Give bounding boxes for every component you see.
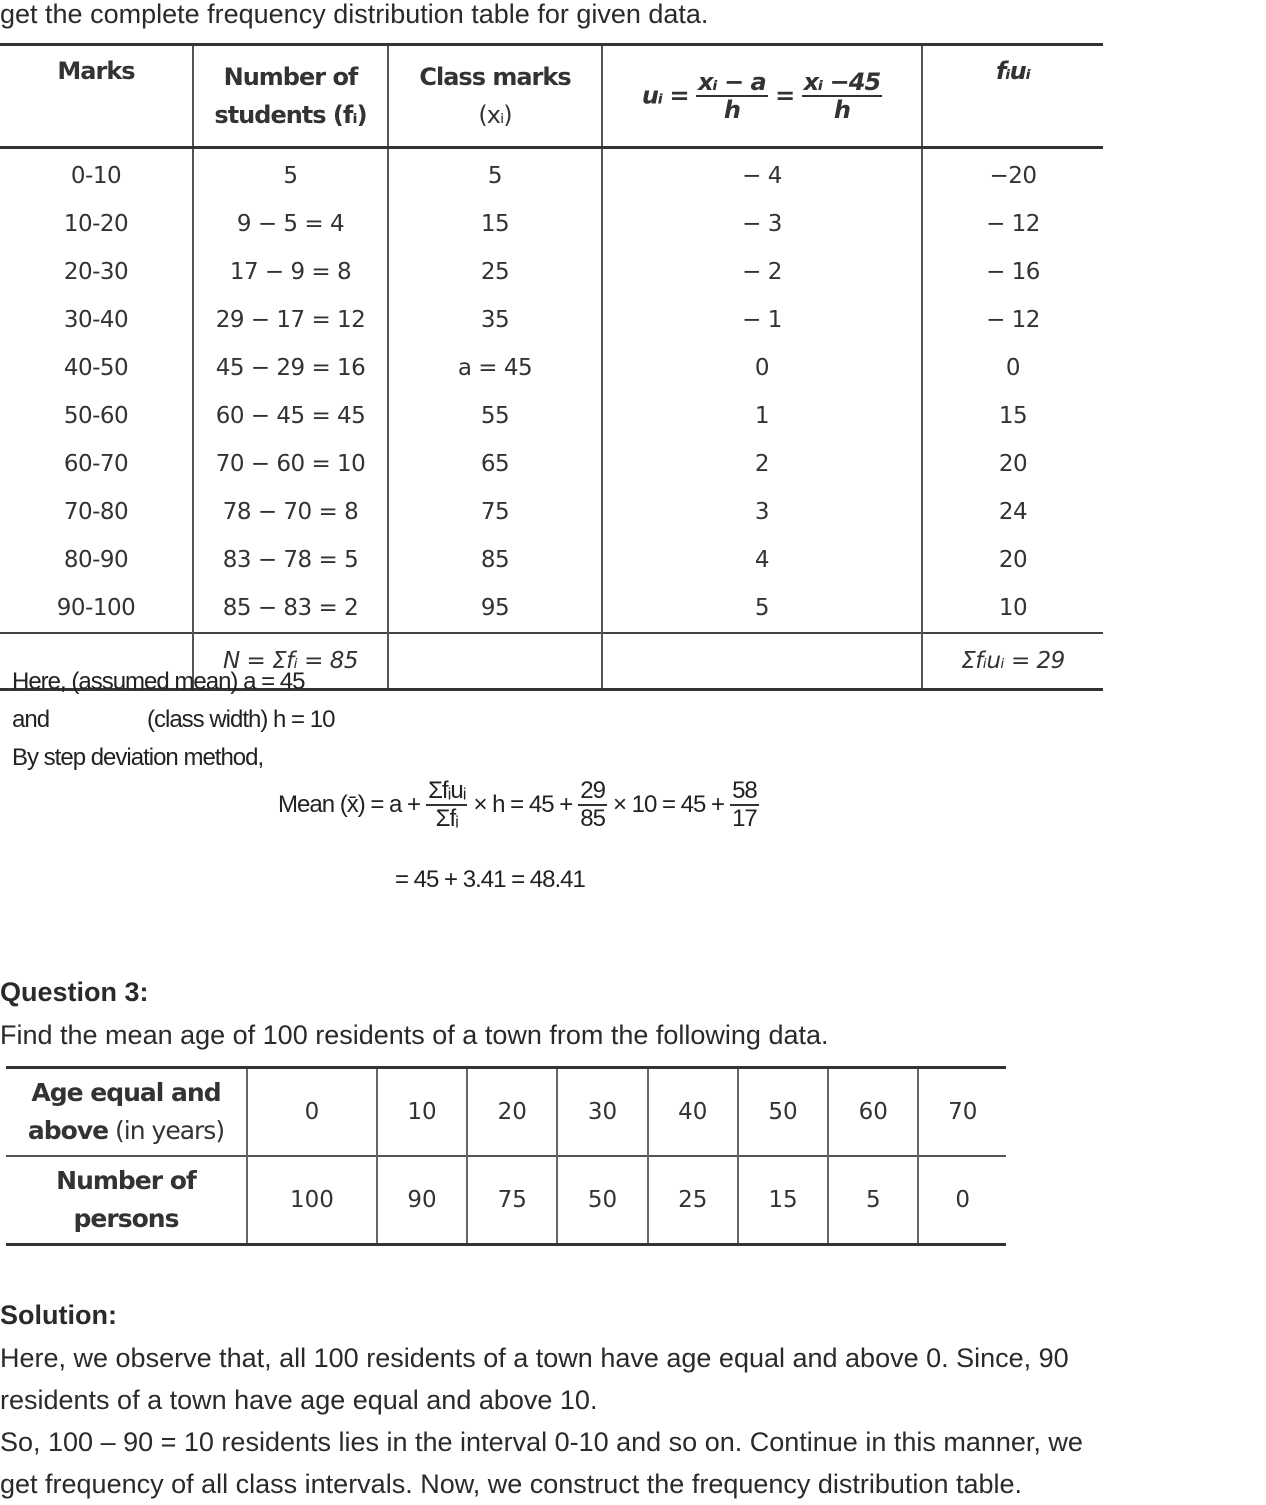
solution-heading: Solution:: [0, 1300, 117, 1330]
cell-students: 45 − 29 = 16: [193, 344, 388, 392]
cell-class: 15: [388, 200, 602, 248]
cell-u: 3: [602, 488, 922, 536]
cell-students: 9 − 5 = 4: [193, 200, 388, 248]
u-num2: xᵢ −45: [803, 67, 881, 96]
cell-fu: 15: [922, 392, 1103, 440]
u-den1: h: [723, 96, 740, 124]
u-fraction-2: [802, 69, 883, 124]
table-row: [0, 536, 1103, 584]
total-empty: [602, 633, 922, 690]
age-cell: 10: [377, 1068, 467, 1157]
persons-cell: 75: [467, 1156, 557, 1245]
mean-mid2: × 10 = 45 +: [612, 791, 725, 819]
age-table: [6, 1066, 1006, 1246]
mean-result: = 45 + 3.41 = 48.41: [395, 866, 585, 893]
persons-row-label: [6, 1156, 247, 1245]
assumed-mean-line: Here, (assumed mean) a = 45: [12, 668, 305, 695]
persons-cell: 50: [557, 1156, 647, 1245]
cell-marks: 0-10: [70, 163, 122, 189]
total-students: N = Σfᵢ = 85: [193, 633, 388, 690]
cell-marks: 90-100: [56, 595, 136, 621]
fraction-17-den: 17: [732, 805, 757, 833]
cell-fu: 20: [922, 536, 1103, 584]
solution-line: Here, we observe that, all 100 residents of a town have age equal and above 0. Since, 90: [0, 1343, 1069, 1373]
solution-line: get frequency of all class intervals. Now, we construct the frequency distribution table.: [0, 1469, 1023, 1499]
mean-formula: [278, 778, 759, 833]
cell-u: 1: [602, 392, 922, 440]
fraction-sum: [426, 778, 467, 833]
age-label-unit: (in years): [108, 1116, 225, 1145]
and-label: and: [12, 706, 50, 733]
cell-class: 65: [388, 440, 602, 488]
class-width-line: (class width) h = 10: [147, 706, 335, 733]
cell-fu: 0: [922, 344, 1103, 392]
fraction-29-85: [578, 778, 607, 833]
u-num1: xᵢ − a: [697, 67, 766, 96]
cell-u: 2: [602, 440, 922, 488]
cell-u: 0: [602, 344, 922, 392]
fraction-58-17: [730, 778, 759, 833]
cell-marks: 70-80: [63, 499, 129, 525]
cell-fu: − 16: [922, 248, 1103, 296]
age-row: [6, 1068, 1006, 1157]
header-class-line1: Class marks: [419, 63, 571, 91]
fraction-58-num: 58: [730, 778, 759, 806]
solution-line: So, 100 – 90 = 10 residents lies in the interval 0-10 and so on. Continue in this manner, we: [0, 1427, 1083, 1457]
cell-fu: −20: [922, 148, 1103, 201]
cell-u: 4: [602, 536, 922, 584]
cell-students: 70 − 60 = 10: [193, 440, 388, 488]
header-class-marks: [388, 45, 602, 148]
cell-students: 29 − 17 = 12: [193, 296, 388, 344]
age-cell: 50: [738, 1068, 828, 1157]
header-students: [193, 45, 388, 148]
persons-label-line1: Number of: [56, 1166, 196, 1195]
header-students-line2: students (fᵢ): [214, 101, 367, 129]
cell-marks: 30-40: [63, 307, 129, 333]
cell-u: − 2: [602, 248, 922, 296]
cell-class: 75: [388, 488, 602, 536]
total-fu: Σfᵢuᵢ = 29: [922, 633, 1103, 690]
u-lhs: uᵢ =: [641, 81, 689, 109]
age-cell: 60: [828, 1068, 918, 1157]
persons-cell: 100: [247, 1156, 377, 1245]
table-row: [0, 148, 1103, 201]
persons-cell: 0: [918, 1156, 1006, 1245]
age-cell: 30: [557, 1068, 647, 1157]
cell-u: − 4: [602, 148, 922, 201]
intro-line: get the complete frequency distribution table for given data.: [0, 0, 709, 29]
question-3-heading: Question 3:: [0, 977, 149, 1007]
cell-fu: − 12: [922, 200, 1103, 248]
table-row: [0, 488, 1103, 536]
header-marks: Marks: [0, 45, 193, 148]
fraction-85-den: 85: [580, 805, 605, 833]
cell-fu: 20: [922, 440, 1103, 488]
age-row-label: [6, 1068, 247, 1157]
cell-marks: 80-90: [63, 547, 129, 573]
total-empty: [388, 633, 602, 690]
age-cell: 40: [648, 1068, 738, 1157]
cell-fu: 10: [922, 584, 1103, 633]
persons-cell: 15: [738, 1156, 828, 1245]
cell-students: 17 − 9 = 8: [193, 248, 388, 296]
cell-students: 60 − 45 = 45: [193, 392, 388, 440]
age-cell: 20: [467, 1068, 557, 1157]
cell-marks: 40-50: [63, 355, 129, 381]
cell-u: − 1: [602, 296, 922, 344]
u-fraction-1: [696, 69, 768, 124]
age-cell: 0: [247, 1068, 377, 1157]
cell-fu: 24: [922, 488, 1103, 536]
persons-row: [6, 1156, 1006, 1245]
cell-class: 5: [388, 148, 602, 201]
table-row: [0, 296, 1103, 344]
cell-class: 85: [388, 536, 602, 584]
cell-u: − 3: [602, 200, 922, 248]
cell-class: 35: [388, 296, 602, 344]
persons-label-line2: persons: [73, 1204, 179, 1233]
header-students-line1: Number of: [223, 63, 358, 91]
table-row: [0, 392, 1103, 440]
cell-class: 95: [388, 584, 602, 633]
cell-class: a = 45: [388, 344, 602, 392]
table-row: [0, 248, 1103, 296]
age-cell: 70: [918, 1068, 1006, 1157]
table-row: [0, 344, 1103, 392]
cell-marks: 60-70: [63, 451, 129, 477]
table-row: [0, 584, 1103, 633]
header-u: [602, 45, 922, 148]
step-deviation-line: By step deviation method,: [12, 744, 264, 771]
fraction-sum-num: Σfᵢuᵢ: [426, 778, 467, 806]
fraction-29-num: 29: [578, 778, 607, 806]
fraction-sum-den: Σfᵢ: [435, 805, 458, 833]
table-row: [0, 200, 1103, 248]
mean-lhs: Mean (x̄) = a +: [278, 791, 421, 819]
cell-marks: 50-60: [63, 403, 129, 429]
cell-class: 25: [388, 248, 602, 296]
cell-students: 83 − 78 = 5: [193, 536, 388, 584]
cell-students: 85 − 83 = 2: [193, 584, 388, 633]
persons-cell: 25: [648, 1156, 738, 1245]
cell-fu: − 12: [922, 296, 1103, 344]
persons-cell: 5: [828, 1156, 918, 1245]
cell-class: 55: [388, 392, 602, 440]
cell-marks: 10-20: [63, 211, 129, 237]
mean-mid1: × h = 45 +: [473, 791, 573, 819]
header-class-line2: (xᵢ): [478, 101, 512, 129]
table-row: [0, 440, 1103, 488]
age-label-above: above: [27, 1116, 109, 1145]
age-label-line1: Age equal and: [31, 1078, 221, 1107]
cell-u: 5: [602, 584, 922, 633]
cell-students: 78 − 70 = 8: [193, 488, 388, 536]
u-den2: h: [833, 96, 850, 124]
persons-cell: 90: [377, 1156, 467, 1245]
question-3-text: Find the mean age of 100 residents of a town from the following data.: [0, 1020, 829, 1050]
cell-students: 5: [193, 148, 388, 201]
header-fu: fᵢuᵢ: [922, 45, 1103, 148]
cell-marks: 20-30: [63, 259, 129, 285]
solution-line: residents of a town have age equal and above 10.: [0, 1385, 598, 1415]
frequency-distribution-table: [0, 43, 1103, 691]
u-eq: =: [775, 81, 795, 109]
